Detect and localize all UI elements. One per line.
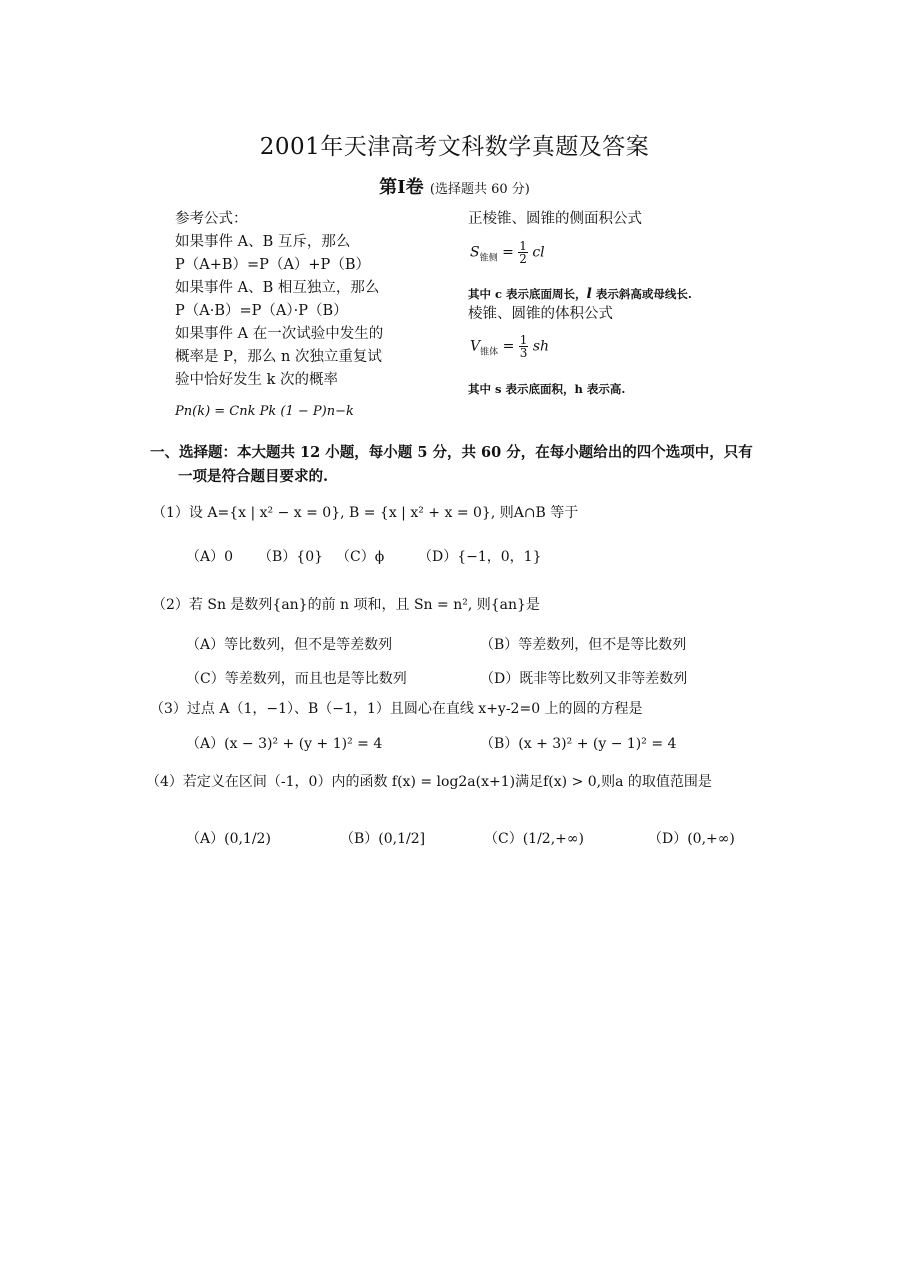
fraction: $\frac{1}{2}$: [519, 239, 527, 266]
section-heading-line1: 一、选择题：本大题共 12 小题，每小题 5 分，共 60 分，在每小题给出的四个选项中，只有: [150, 444, 753, 461]
formula-line: 如果事件 A、B 互斥，那么: [175, 234, 351, 250]
question-1-option-c: （C）ϕ: [336, 549, 385, 565]
fraction: $\frac{1}{3}$: [519, 333, 528, 360]
question-3-stem: （3）过点 A（1，−1）、B（−1，1）且圆心在直线 x+y-2=0 上的圆的方程是: [150, 701, 643, 717]
question-2-option-b: （B）等差数列，但不是等比数列: [480, 637, 687, 653]
question-4-option-b: （B）(0,1/2]: [340, 831, 426, 847]
question-1-option-d: （D）{−1，0，1}: [418, 549, 542, 565]
lateral-area-formula: $S_{锥侧}$ = $\frac{1}{2}$ cl: [470, 239, 545, 266]
volume-note: 其中 s 表示底面积，h 表示高.: [468, 382, 626, 396]
lateral-area-heading: 正棱锥、圆锥的侧面积公式: [468, 211, 642, 227]
document-title: 2001年天津高考文科数学真题及答案: [259, 134, 650, 160]
paper-part-label: 第Ⅰ卷: [379, 177, 424, 198]
volume-formula: $V_{锥体}$ = $\frac{1}{3}$ sh: [470, 333, 550, 360]
formula-line: 概率是 P，那么 n 次独立重复试: [175, 349, 382, 365]
question-1-option-a: （A）0: [186, 549, 234, 565]
volume-heading: 棱锥、圆锥的体积公式: [468, 306, 613, 322]
formula-line: P（A+B）=P（A）+P（B）: [175, 257, 370, 273]
formulas-left: [175, 208, 383, 392]
question-2-option-a: （A）等比数列，但不是等差数列: [186, 637, 393, 653]
section-subtitle: [0, 173, 909, 199]
lateral-area-note: 其中 c 表示底面周长，l 表示斜高或母线长.: [468, 286, 692, 302]
formula-line: 如果事件 A 在一次试验中发生的: [175, 326, 384, 342]
paper-part-note: (选择题共 60 分): [429, 182, 530, 197]
question-4-option-a: （A）(0,1/2): [186, 831, 271, 847]
question-3-option-a: （A）(x − 3)² + (y + 1)² = 4: [186, 736, 383, 752]
formula-line: P（A·B）=P（A）·P（B）: [175, 303, 348, 319]
question-4-option-c: （C）(1/2,+∞): [484, 831, 585, 847]
section-heading-line2: 一项是符合题目要求的.: [178, 468, 329, 485]
question-1-option-b: （B）{0}: [258, 549, 324, 565]
question-2-option-c: （C）等差数列，而且也是等比数列: [186, 671, 407, 687]
question-3-option-b: （B）(x + 3)² + (y − 1)² = 4: [480, 736, 677, 752]
formula-line: 验中恰好发生 k 次的概率: [175, 372, 339, 388]
binomial-formula: Pn(k) = Cnk Pk (1 − P)n−k: [175, 404, 354, 419]
formula-line: 如果事件 A、B 相互独立，那么: [175, 280, 380, 296]
question-2-stem: （2）若 Sn 是数列{an}的前 n 项和，且 Sn = n², 则{an}是: [152, 597, 540, 613]
question-4-option-d: （D）(0,+∞): [648, 831, 735, 847]
question-2-option-d: （D）既非等比数列又非等差数列: [480, 671, 688, 687]
question-1-stem: （1）设 A={x | x² − x = 0}, B = {x | x² + x = 0}, 则A∩B 等于: [152, 505, 579, 521]
question-4-stem: （4）若定义在区间（-1，0）内的函数 f(x) = log2a(x+1)满足f(x) > 0,则a 的取值范围是: [146, 774, 712, 790]
formulas-heading: 参考公式：: [175, 211, 248, 227]
